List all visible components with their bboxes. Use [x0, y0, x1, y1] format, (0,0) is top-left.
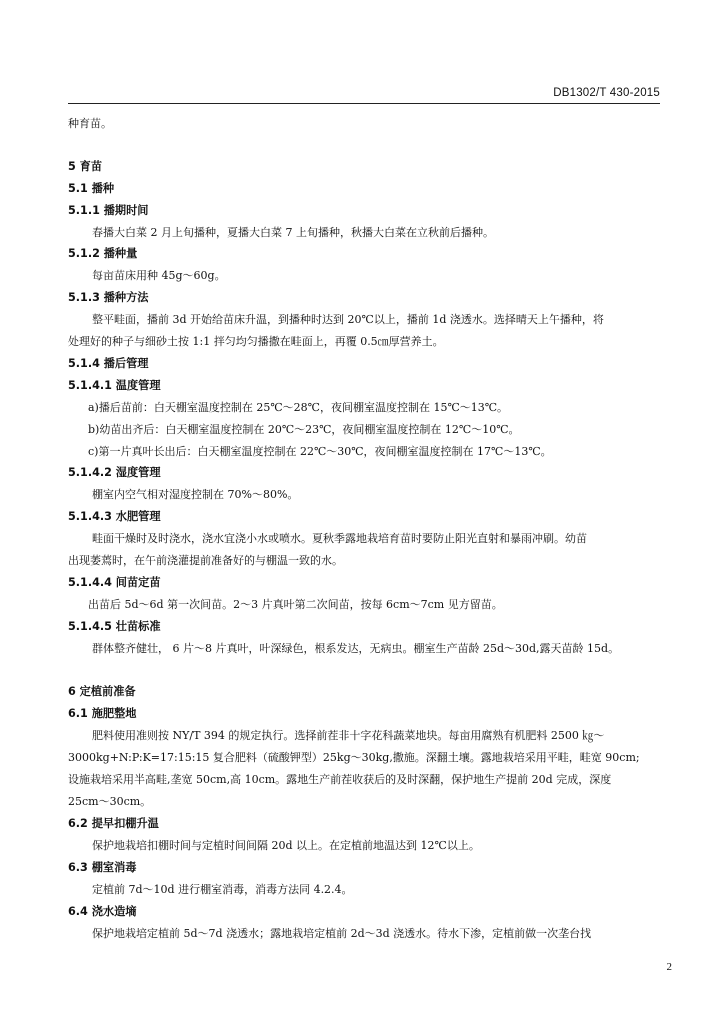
body-text: 定植前 7d～10d 进行棚室消毒，消毒方法同 4.2.4。	[92, 883, 353, 896]
section-heading: 5.1.4.1 温度管理	[68, 379, 161, 392]
section-heading: 5.1.3 播种方法	[68, 291, 149, 304]
body-text: 群体整齐健壮， 6 片～8 片真叶，叶深绿色，根系发达，无病虫。棚室生产苗龄 25d～30d,露天苗龄 15d。	[92, 642, 620, 655]
section-heading: 5.1.4 播后管理	[68, 357, 149, 370]
document-code: DB1302/T 430-2015	[553, 87, 660, 99]
section-heading: 5.1.1 播期时间	[68, 204, 149, 217]
section-heading: 6.4 浇水造墒	[68, 905, 137, 918]
header-divider	[68, 103, 660, 104]
section-heading: 5 育苗	[68, 160, 103, 173]
section-heading: 5.1.4.4 间苗定苗	[68, 576, 161, 589]
section-heading: 5.1.2 播种量	[68, 247, 138, 260]
section-heading: 5.1.4.3 水肥管理	[68, 510, 161, 523]
section-heading: 5.1 播种	[68, 182, 115, 195]
body-text: 出现萎蔫时，在午前浇灌提前准备好的与棚温一致的水。	[68, 554, 343, 567]
section-heading: 6 定植前准备	[68, 685, 136, 698]
body-text: 处理好的种子与细砂土按 1:1 拌匀均匀播撒在畦面上，再覆 0.5㎝厚营养土。	[68, 335, 444, 348]
body-text: 保护地栽培扣棚时间与定植时间间隔 20d 以上。在定植前地温达到 12℃以上。	[92, 839, 480, 852]
section-heading: 6.1 施肥整地	[68, 707, 137, 720]
section-heading: 6.3 棚室消毒	[68, 861, 137, 874]
body-text: 畦面干燥时及时浇水，浇水宜浇小水或喷水。夏秋季露地栽培育苗时要防止阳光直射和暴雨冲刷。幼苗	[92, 532, 587, 545]
section-heading: 6.2 提早扣棚升温	[68, 817, 159, 830]
body-text: 春播大白菜 2 月上旬播种，夏播大白菜 7 上旬播种，秋播大白菜在立秋前后播种。	[92, 226, 494, 239]
body-text: 保护地栽培定植前 5d～7d 浇透水；露地栽培定植前 2d～3d 浇透水。待水下渗，定植前做一次垄台找	[92, 927, 592, 940]
body-text: 整平畦面，播前 3d 开始给苗床升温，到播种时达到 20℃以上，播前 1d 浇透水。选择晴天上午播种，将	[92, 313, 604, 326]
body-text: 出苗后 5d～6d 第一次间苗。2～3 片真叶第二次间苗，按每 6cm～7cm 见方留苗。	[88, 598, 503, 611]
section-heading: 5.1.4.2 湿度管理	[68, 466, 161, 479]
list-item: a)播后苗前：白天棚室温度控制在 25℃～28℃，夜间棚室温度控制在 15℃～13℃。	[88, 401, 509, 414]
body-text: 肥料使用准则按 NY/T 394 的规定执行。选择前茬非十字花科蔬菜地块。每亩用腐熟有机肥料 2500 ㎏～	[92, 729, 605, 742]
body-text: 种育苗。	[68, 117, 112, 130]
list-item: c)第一片真叶长出后：白天棚室温度控制在 22℃～30℃，夜间棚室温度控制在 17℃～13℃。	[88, 445, 552, 458]
page-number: 2	[666, 961, 672, 973]
body-text: 3000kg+N:P:K=17:15:15 复合肥料（硫酸钾型）25kg～30kg,撒施。深翻土壤。露地栽培采用平畦，畦宽 90cm;	[68, 751, 640, 764]
body-text: 25cm～30cm。	[68, 795, 152, 808]
body-text: 每亩苗床用种 45g～60g。	[92, 269, 226, 282]
section-heading: 5.1.4.5 壮苗标准	[68, 620, 161, 633]
list-item: b)幼苗出齐后：白天棚室温度控制在 20℃～23℃，夜间棚室温度控制在 12℃～10℃。	[88, 423, 520, 436]
body-text: 棚室内空气相对湿度控制在 70%～80%。	[92, 488, 299, 501]
body-text: 设施栽培采用半高畦,垄宽 50cm,高 10cm。露地生产前茬收获后的及时深翻，保护地生产提前 20d 完成，深度	[68, 773, 612, 786]
